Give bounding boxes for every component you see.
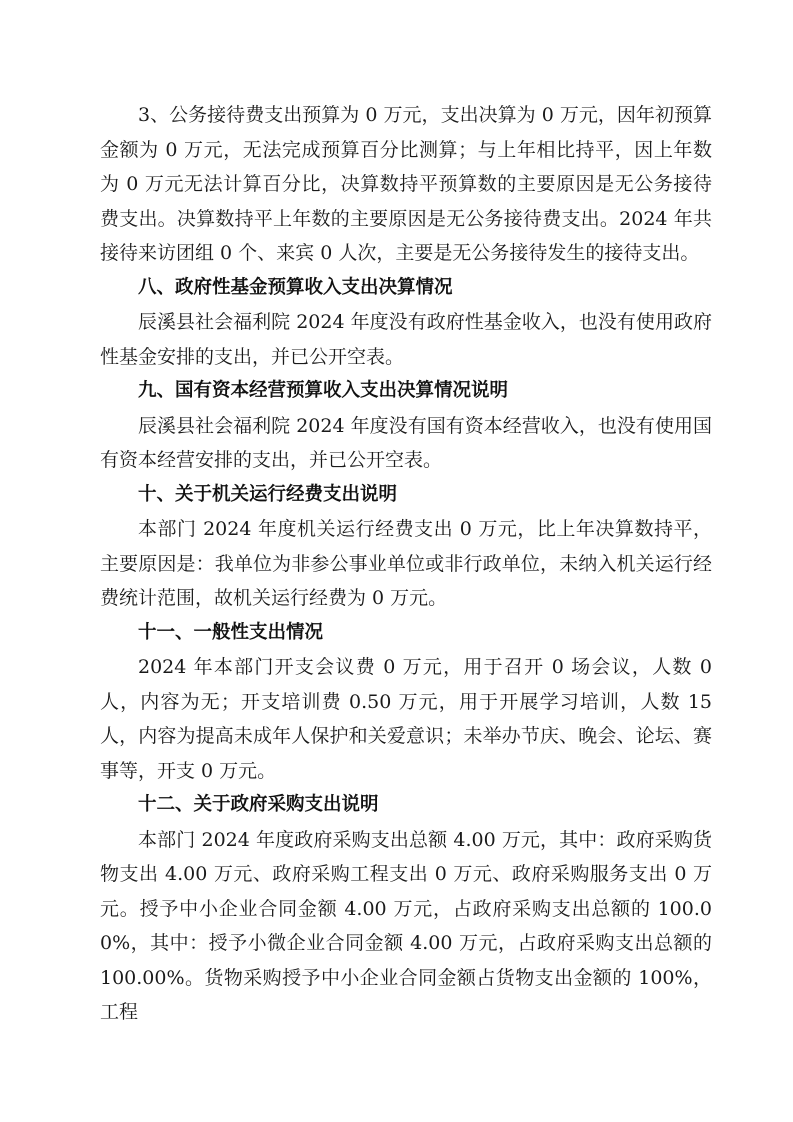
section-heading-10: 十、关于机关运行经费支出说明: [138, 483, 398, 505]
paragraph-procurement: 本部门 2024 年度政府采购支出总额 4.00 万元，其中：政府采购货物支出 4.00 万元、政府采购工程支出 0 万元、政府采购服务支出 0 万元。授予中小企业合同金额 4.00 万元，占政府采购支出总额的 100.00%，其中：授予小微企业合同金额 4.00 万元，占政府采购支出总额的 100.00%。货物采购授予中小企业合同金额占货物支出金额的 100%，工程: [100, 828, 712, 1023]
section-heading-11: 十一、一般性支出情况: [138, 621, 324, 643]
document-body: [100, 98, 712, 1030]
paragraph-operating-expenses: 本部门 2024 年度机关运行经费支出 0 万元，比上年决算数持平，主要原因是：我单位为非参公事业单位或非行政单位，未纳入机关运行经费统计范围，故机关运行经费为 0 万元。: [100, 518, 712, 609]
section-heading-8: 八、政府性基金预算收入支出决算情况: [138, 276, 453, 298]
paragraph-reception-expenses: 3、公务接待费支出预算为 0 万元，支出决算为 0 万元，因年初预算金额为 0 万元，无法完成预算百分比测算；与上年相比持平，因上年数为 0 万元无法计算百分比，决算数持平预算数的主要原因是无公务接待费支出。决算数持平上年数的主要原因是无公务接待费支出。2024 年共接待来访团组 0 个、来宾 0 人次，主要是无公务接待发生的接待支出。: [100, 104, 712, 264]
section-heading-12: 十二、关于政府采购支出说明: [138, 794, 379, 815]
paragraph-general-expenses: 2024 年本部门开支会议费 0 万元，用于召开 0 场会议，人数 0 人，内容为无；开支培训费 0.50 万元，用于开展学习培训，人数 15 人，内容为提高未成年人保护和关爱意识；未举办节庆、晚会、论坛、赛事等，开支 0 万元。: [100, 656, 712, 782]
section-heading-9: 九、国有资本经营预算收入支出决算情况说明: [138, 380, 509, 401]
paragraph-state-capital: 辰溪县社会福利院 2024 年度没有国有资本经营收入，也没有使用国有资本经营安排的支出，并已公开空表。: [100, 414, 712, 471]
paragraph-gov-fund: 辰溪县社会福利院 2024 年度没有政府性基金收入，也没有使用政府性基金安排的支出，并已公开空表。: [100, 311, 712, 368]
